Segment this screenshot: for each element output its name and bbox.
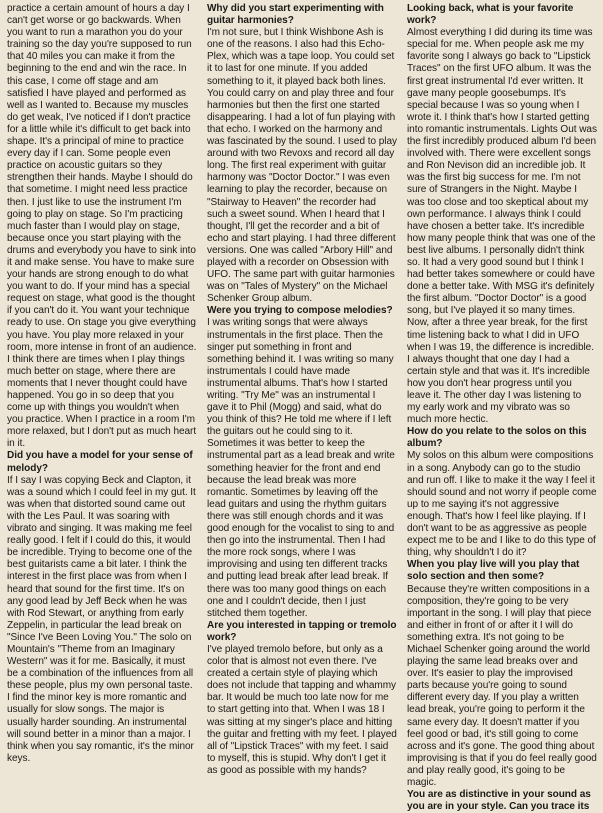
answer-paragraph: I'm not sure, but I think Wishbone Ash is one of the reasons. I also had this Echo-Plex, which was a tape loop. You could set it to last for one minute. If you added something to it, it played back both lines. You could carry on and play three and four harmonies but then the first one started disappearing. I had a lot of fun playing with that echo. I worked on the harmony and was fascinated by the sound. I used to play around with two Revoxs and record all day long. The first real experiment with guitar harmony was "Doctor Doctor." I was even learning to play the recorder, because on "Stairway to Heaven" the recorder had such a sweet sound. When I heard that I thought, I'll get the recorder and a bit of echo and start playing. I had three different versions. One was called "Arbory Hill" and played with a recorder on Obsession with UFO. The same part with guitar harmonies was on "Tales of Mystery" on the Michael Schenker Group album. (207, 27, 397, 305)
answer-paragraph: I was writing songs that were always instrumentals in the first place. Then the singer put something in front and something behind it. I was writing so many instrumentals I could have made instrumental albums. That's how I started writing. "Try Me" was an instrumental I gave it to Phil (Mogg) and said, what do you think of this? He told me where if I left the guitars out he could sing to it. Sometimes it was better to keep the instrumental part as a lead break and write something heavier for the front and end because the lead break was more romantic. Sometimes by leaving off the lead guitars and using the rhythm guitars there was still enough chords and it was good enough for the vocalist to sing to and then go into the instrumental. Then I had the more rock songs, where I was improvising and using ten different tracks and putting lead break after lead break. If there was too many good things on each one and I couldn't decide, then I just stitched them together. (207, 317, 395, 619)
interview-question: Did you have a model for your sense of melody? (7, 450, 193, 474)
answer-paragraph: practice a certain amount of hours a day I can't get worse or go backwards. When you want to run a marathon you do your training so the day you're supposed to run that 40 miles you can make it from the beginning to the end and win the race. In this case, I come off stage and am satisfied I have played and performed as well as I wanted to. Because my muscles do get weak, I've noticed if I don't practice for a little while it's difficult to get back into shape. It's a principal of mine to practice every day if I can. Some people even practice on acoustic guitars so they strengthen their hands. Maybe I should do that sometime. I might need less practice then. I just like to use the instrument I'm going to play on stage. So I'm practicing much faster than I would play on stage, because once you start playing with the drums and everybody you have to sink into it and make sense. You have to make sure your hands are strong enough to do what you want to do. If your mind has a special request on stage, what good is the thought if you can't do it. You want your technique ready to use. On stage you give everything you have. You play more relaxed in your room, more intense in front of an audience. I think there are times when I play things much better on stage, where there are moments that I never thought could have happened. You go in so deep that you come up with things you wouldn't when you practice. When I practice in a room I'm more relaxed, but I don't put as much heart in it. (7, 3, 197, 450)
interview-question: Were you trying to compose melodies? (207, 305, 393, 317)
interview-question: Why did you start experimenting with guitar harmonies? (207, 3, 384, 27)
text-column-right (407, 3, 597, 813)
interview-question: When you play live will you play that solo section and then some? (407, 559, 580, 583)
text-column-middle (207, 3, 397, 800)
interview-question: Are you interested in tapping or tremolo work? (207, 619, 397, 643)
interview-question: You are as distinctive in your sound as you are in your style. Can you trace its (407, 789, 591, 813)
answer-paragraph: Because they're written compositions in a composition, they're going to be very important in the song. I will play that piece and either in front of or after it I will do something extra. It's not going to be Michael Schenker going around the world playing the same lead breaks over and over. It's easier to play the improvised parts because you're going to sound different every day. If you play a written lead break, you're going to perform it the same every day. It doesn't matter if you feel good or bad, it's still going to come across and it's gone. The good thing about improvising is that if you do feel really good and play really good, it's going to be magic. (407, 583, 597, 788)
interview-question: How do you relate to the solos on this album? (407, 426, 587, 450)
answer-paragraph: I've played tremolo before, but only as a color that is almost not even there. I've created a certain style of playing which does not include that tapping and whammy bar. It would be much too late now for me to start getting into that. When I was 18 I was sitting at my singer's place and hitting the guitar and fretting with my feet. I played all of "Lipstick Traces" with my feet. I said to myself, this is stupid. Why don't I get it as good as possible with my hands? (207, 643, 397, 776)
text-column-left (7, 3, 197, 800)
interview-question: Looking back, what is your favorite work? (407, 3, 574, 27)
answer-paragraph: My solos on this album were compositions in a song. Anybody can go to the studio and run off. I like to make it the way I feel it should sound and not worry if people come up to me saying it's not aggressive enough. That's how I feel like playing. If I don't want to be as aggressive as people expect me to be and I like to do this type of thing, why shouldn't I do it? (407, 450, 597, 559)
answer-paragraph: If I say I was copying Beck and Clapton, it was a sound which I could feel in my gut. It was when that distorted sound came out with the Les Paul. It was soaring with vibrato and singing. It was making me feel really good. I felt if I could do this, it would be incredible. Trying to become one of the best guitarists came a bit later. I think the interest in the first place was from when I heard that sound for the first time. It's on any good lead by Jeff Beck when he was with Rod Stewart, or anything from early Zeppelin, in particular the lead break on "Since I've Been Loving You." The solo on Mountain's "Theme from an Imaginary Western" was it for me. Basically, it must be a combination of the influences from all these people, plus my own personal taste. I find the minor key is more romantic and usually for slow songs. The major is usually harder sounding. An instrumental will sound better in a minor than a major. I think when you say romantic, it's the minor keys. (7, 474, 196, 764)
answer-paragraph: Almost everything I did during its time was special for me. When people ask me my favorite song I always go back to "Lipstick Traces" on the first UFO album. It was the first great instrumental I'd ever written. It gave many people goosebumps. It's special because I was so young when I wrote it. I think that's how I started getting into romantic instrumentals. Lights Out was the first incredibly produced album I'd been involved with. There were excellent songs and Ron Nevison did an incredible job. It was the first big success for me. I'm not sure of Strangers in the Night. Maybe I was too close and too skeptical about my own performance. I always think I could have chosen a better take. It's incredible how many people think that was one of the best live albums. I personally didn't think so. It had a very good sound but I think I had better takes somewhere or could have done a better take. With MSG it's definitely the first album. "Doctor Doctor" is a good song, but I've played it so many times. Now, after a three year break, for the first time listening back to what I did in UFO when I was 19, the difference is incredible. I always thought that one day I had a certain style and that was it. It's incredible how you don't hear progress until you leave it. The other day I was listening to my early work and my vibrato was so much more hectic. (407, 27, 597, 426)
